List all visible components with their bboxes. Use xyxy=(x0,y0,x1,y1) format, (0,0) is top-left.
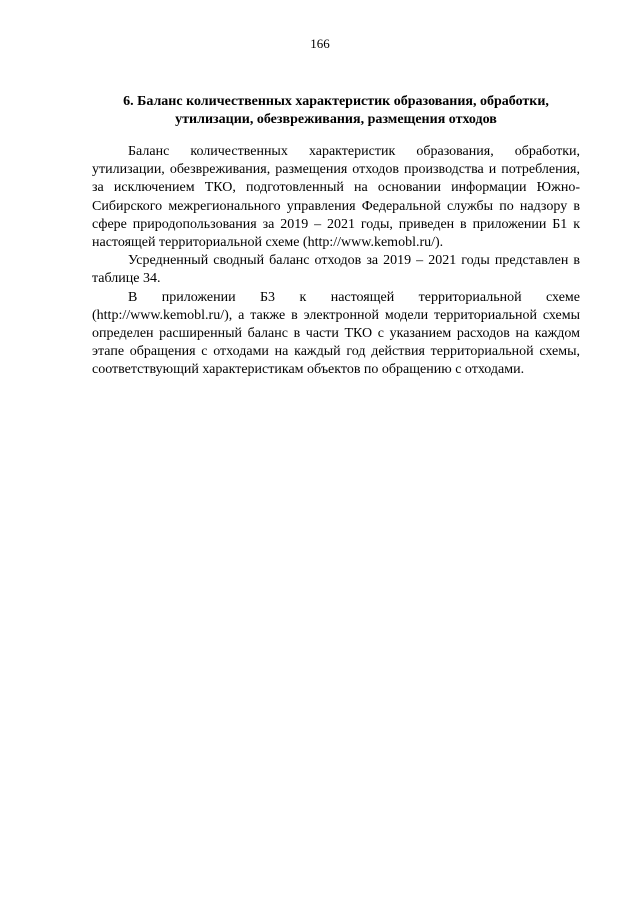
paragraph-balance-appendix-b1 xyxy=(92,143,580,252)
paragraph-text: Усредненный сводный баланс отходов за 2019 – 2021 годы представлен в таблице 34. xyxy=(92,253,580,287)
paragraph-text: ), а также в электронной модели территориальной схемы определен расширенный баланс в части ТКО с указанием расходов на каждом этапе обращения с отходами на каждый год действия территориальной схемы, соответствующий характеристикам объектов по обращению с отходами. xyxy=(92,307,580,378)
paragraph-extended-balance-appendix-b3 xyxy=(92,289,580,380)
kemobl-link[interactable]: http://www.kemobl.ru/ xyxy=(96,307,225,323)
page-number: 166 xyxy=(310,36,330,51)
section-body xyxy=(92,143,580,380)
paragraph-text: Баланс количественных характеристик образования, обработки, утилизации, обезвреживания, размещения отходов производства и потребления, за исключением ТКО, подготовленный на основании информации Южно-Сибирского межрегионального управления Федеральной службы по надзору в сфере природопользования за 2019 – 2021 годы, приведен в приложении Б1 к настоящей территориальной схеме ( xyxy=(92,144,580,251)
section-heading: 6. Баланс количественных характеристик образования, обработки, утилизации, обезвреживания, размещения отходов xyxy=(123,94,549,127)
paragraph-text: В приложении Б3 к настоящей территориальной схеме ( xyxy=(92,289,580,323)
paragraph-average-balance xyxy=(92,252,580,288)
paragraph-text: ). xyxy=(435,235,444,251)
kemobl-link[interactable]: http://www.kemobl.ru/ xyxy=(307,235,436,251)
